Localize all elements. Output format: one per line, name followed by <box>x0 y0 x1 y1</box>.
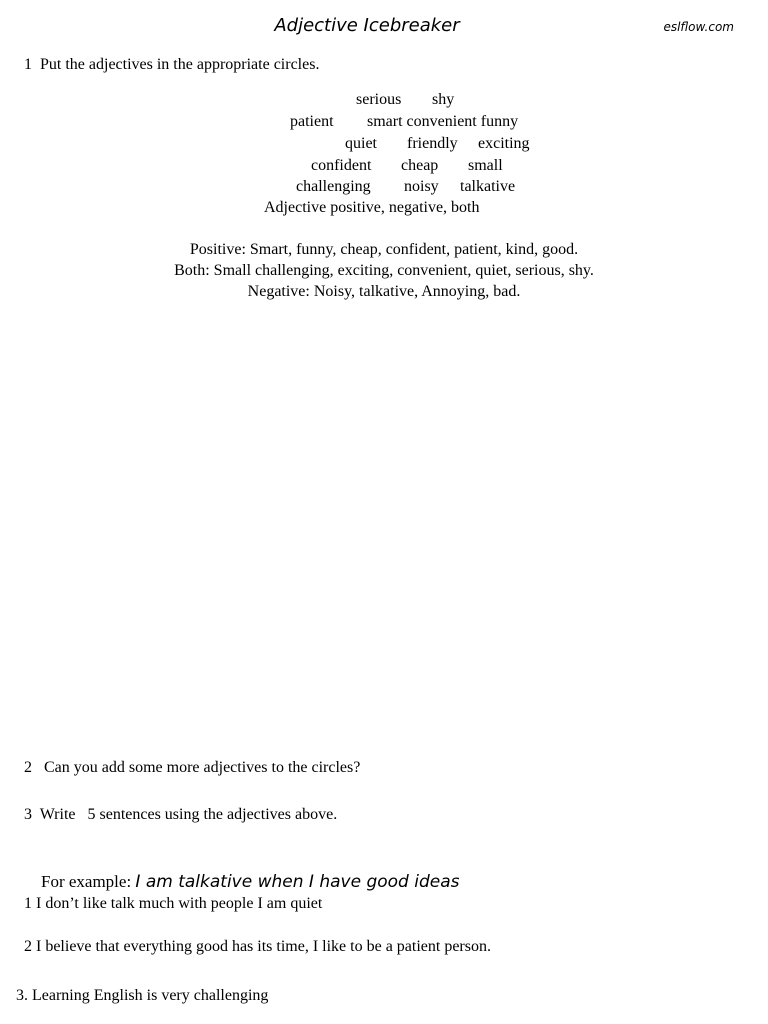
word-small: small <box>468 157 503 174</box>
word-quiet: quiet <box>345 135 377 152</box>
both-line: Both: Small challenging, exciting, convenient, quiet, serious, shy. <box>174 262 594 279</box>
word-exciting: exciting <box>478 135 530 152</box>
word-friendly: friendly <box>407 135 458 152</box>
word-patient: patient <box>290 113 334 130</box>
word-talkative: talkative <box>460 178 516 195</box>
task2-instruction: 2 Can you add some more adjectives to the circles? <box>24 759 361 776</box>
word-challenging: challenging <box>296 178 371 195</box>
word-smart-convenient-funny: smart convenient funny <box>367 113 519 130</box>
sentence-3: 3. Learning English is very challenging <box>16 987 269 1004</box>
word-confident: confident <box>311 157 372 174</box>
word-serious: serious <box>356 91 402 108</box>
categories-line: Adjective positive, negative, both <box>264 199 480 216</box>
sentence-2: 2 I believe that everything good has its time, I like to be a patient person. <box>24 938 491 955</box>
word-cheap: cheap <box>401 157 439 174</box>
page-title: Adjective Icebreaker <box>274 15 460 36</box>
word-noisy: noisy <box>404 178 439 195</box>
task3-instruction: 3 Write 5 sentences using the adjectives above. <box>24 806 338 823</box>
sentence-1: 1 I don’t like talk much with people I am quiet <box>24 895 323 912</box>
word-shy: shy <box>432 91 455 108</box>
example-sentence: I am talkative when I have good ideas <box>135 872 460 892</box>
negative-line: Negative: Noisy, talkative, Annoying, bad. <box>247 283 521 300</box>
positive-line: Positive: Smart, funny, cheap, confident, patient, kind, good. <box>189 241 579 258</box>
site-name: eslflow.com <box>663 20 734 34</box>
example-label: For example: <box>41 872 136 891</box>
task1-instruction: 1 Put the adjectives in the appropriate circles. <box>24 56 320 73</box>
